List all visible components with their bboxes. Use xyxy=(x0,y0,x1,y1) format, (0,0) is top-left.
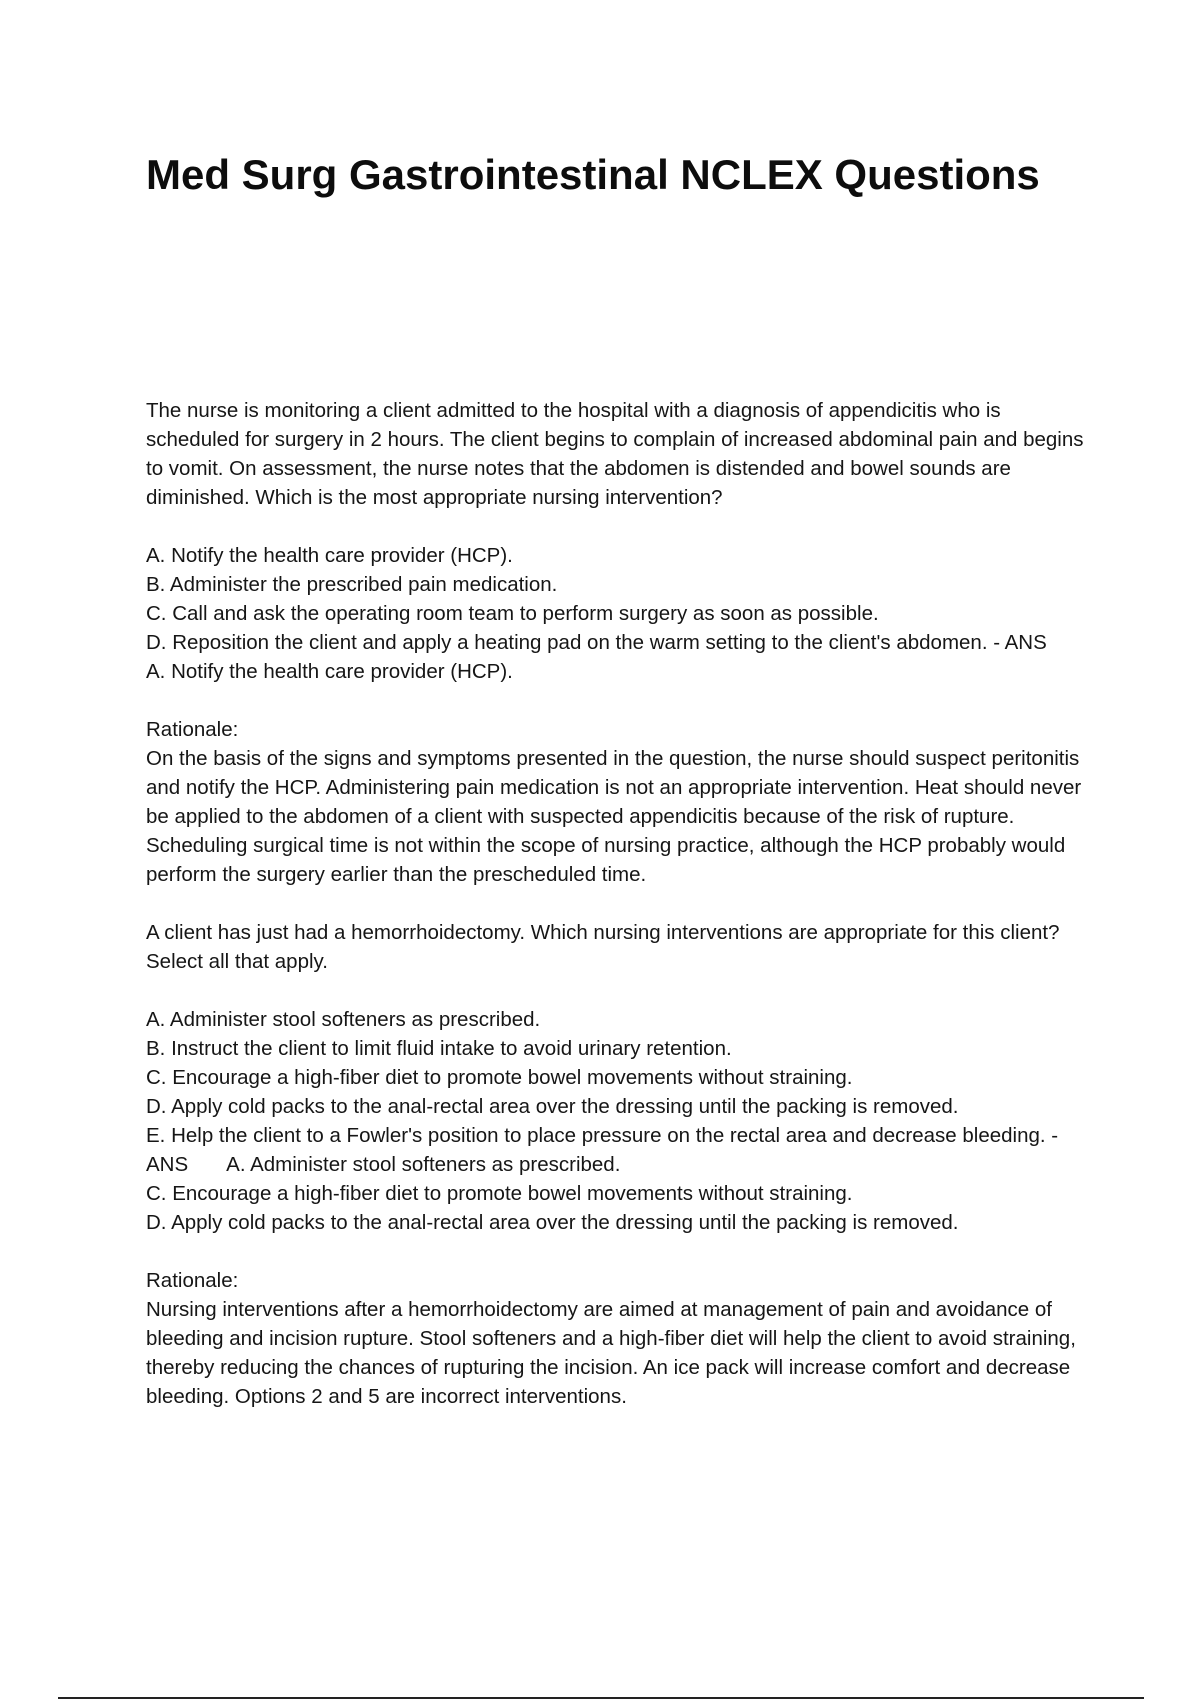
question-2-option-e-with-answer xyxy=(146,1121,1096,1179)
document-body xyxy=(146,396,1096,1411)
question-2-rationale: Nursing interventions after a hemorrhoidectomy are aimed at management of pain and avoidance of bleeding and incision rupture. Stool softeners and a high-fiber diet will help the client to avoid straining, thereby reducing the chances of rupturing the incision. An ice pack will increase comfort and decrease bleeding. Options 2 and 5 are incorrect interventions. xyxy=(146,1298,1076,1408)
question-2-option-a: A. Administer stool softeners as prescribed. xyxy=(146,1008,541,1031)
question-2-answer-c: C. Encourage a high-fiber diet to promote bowel movements without straining. xyxy=(146,1182,853,1205)
question-2-answer-d: D. Apply cold packs to the anal-rectal area over the dressing until the packing is removed. xyxy=(146,1211,959,1234)
spacer xyxy=(146,976,1096,1005)
question-1-option-c: C. Call and ask the operating room team to perform surgery as soon as possible. xyxy=(146,602,879,625)
question-2-stem: A client has just had a hemorrhoidectomy. Which nursing interventions are appropriate for this client? Select all that apply. xyxy=(146,921,1060,973)
spacer xyxy=(146,1237,1096,1266)
spacer xyxy=(146,686,1096,715)
question-2-rationale-label: Rationale: xyxy=(146,1269,239,1292)
question-1-option-a: A. Notify the health care provider (HCP). xyxy=(146,544,513,567)
question-1-rationale: On the basis of the signs and symptoms presented in the question, the nurse should suspect peritonitis and notify the HCP. Administering pain medication is not an appropriate intervention. Heat should never be applied to the abdomen of a client with suspected appendicitis because of the risk of rupture. Scheduling surgical time is not within the scope of nursing practice, although the HCP probably would perform the surgery earlier than the prescheduled time. xyxy=(146,747,1082,886)
page-title: Med Surg Gastrointestinal NCLEX Questions xyxy=(146,151,1040,198)
question-1-option-d: D. Reposition the client and apply a heating pad on the warm setting to the client's abdomen. - ANS xyxy=(146,631,1047,654)
question-2-option-e: E. Help the client to a Fowler's position to place pressure on the rectal area and decrease bleeding. - ANS xyxy=(146,1124,1059,1176)
footer-divider xyxy=(58,1697,1144,1699)
question-2-answer-a: A. Administer stool softeners as prescribed. xyxy=(226,1153,621,1176)
question-1-option-b: B. Administer the prescribed pain medication. xyxy=(146,573,558,596)
question-2-option-d: D. Apply cold packs to the anal-rectal area over the dressing until the packing is removed. xyxy=(146,1095,959,1118)
question-1-rationale-label: Rationale: xyxy=(146,718,239,741)
question-1-answer: A. Notify the health care provider (HCP). xyxy=(146,660,513,683)
question-1-stem: The nurse is monitoring a client admitted to the hospital with a diagnosis of appendicitis who is scheduled for surgery in 2 hours. The client begins to complain of increased abdominal pain and begins to vomit. On assessment, the nurse notes that the abdomen is distended and bowel sounds are diminished. Which is the most appropriate nursing intervention? xyxy=(146,399,1084,509)
question-2-option-b: B. Instruct the client to limit fluid intake to avoid urinary retention. xyxy=(146,1037,732,1060)
spacer xyxy=(146,512,1096,541)
spacer xyxy=(146,889,1096,918)
question-1-option-d-with-answer xyxy=(146,628,1096,686)
question-2-option-c: C. Encourage a high-fiber diet to promote bowel movements without straining. xyxy=(146,1066,853,1089)
